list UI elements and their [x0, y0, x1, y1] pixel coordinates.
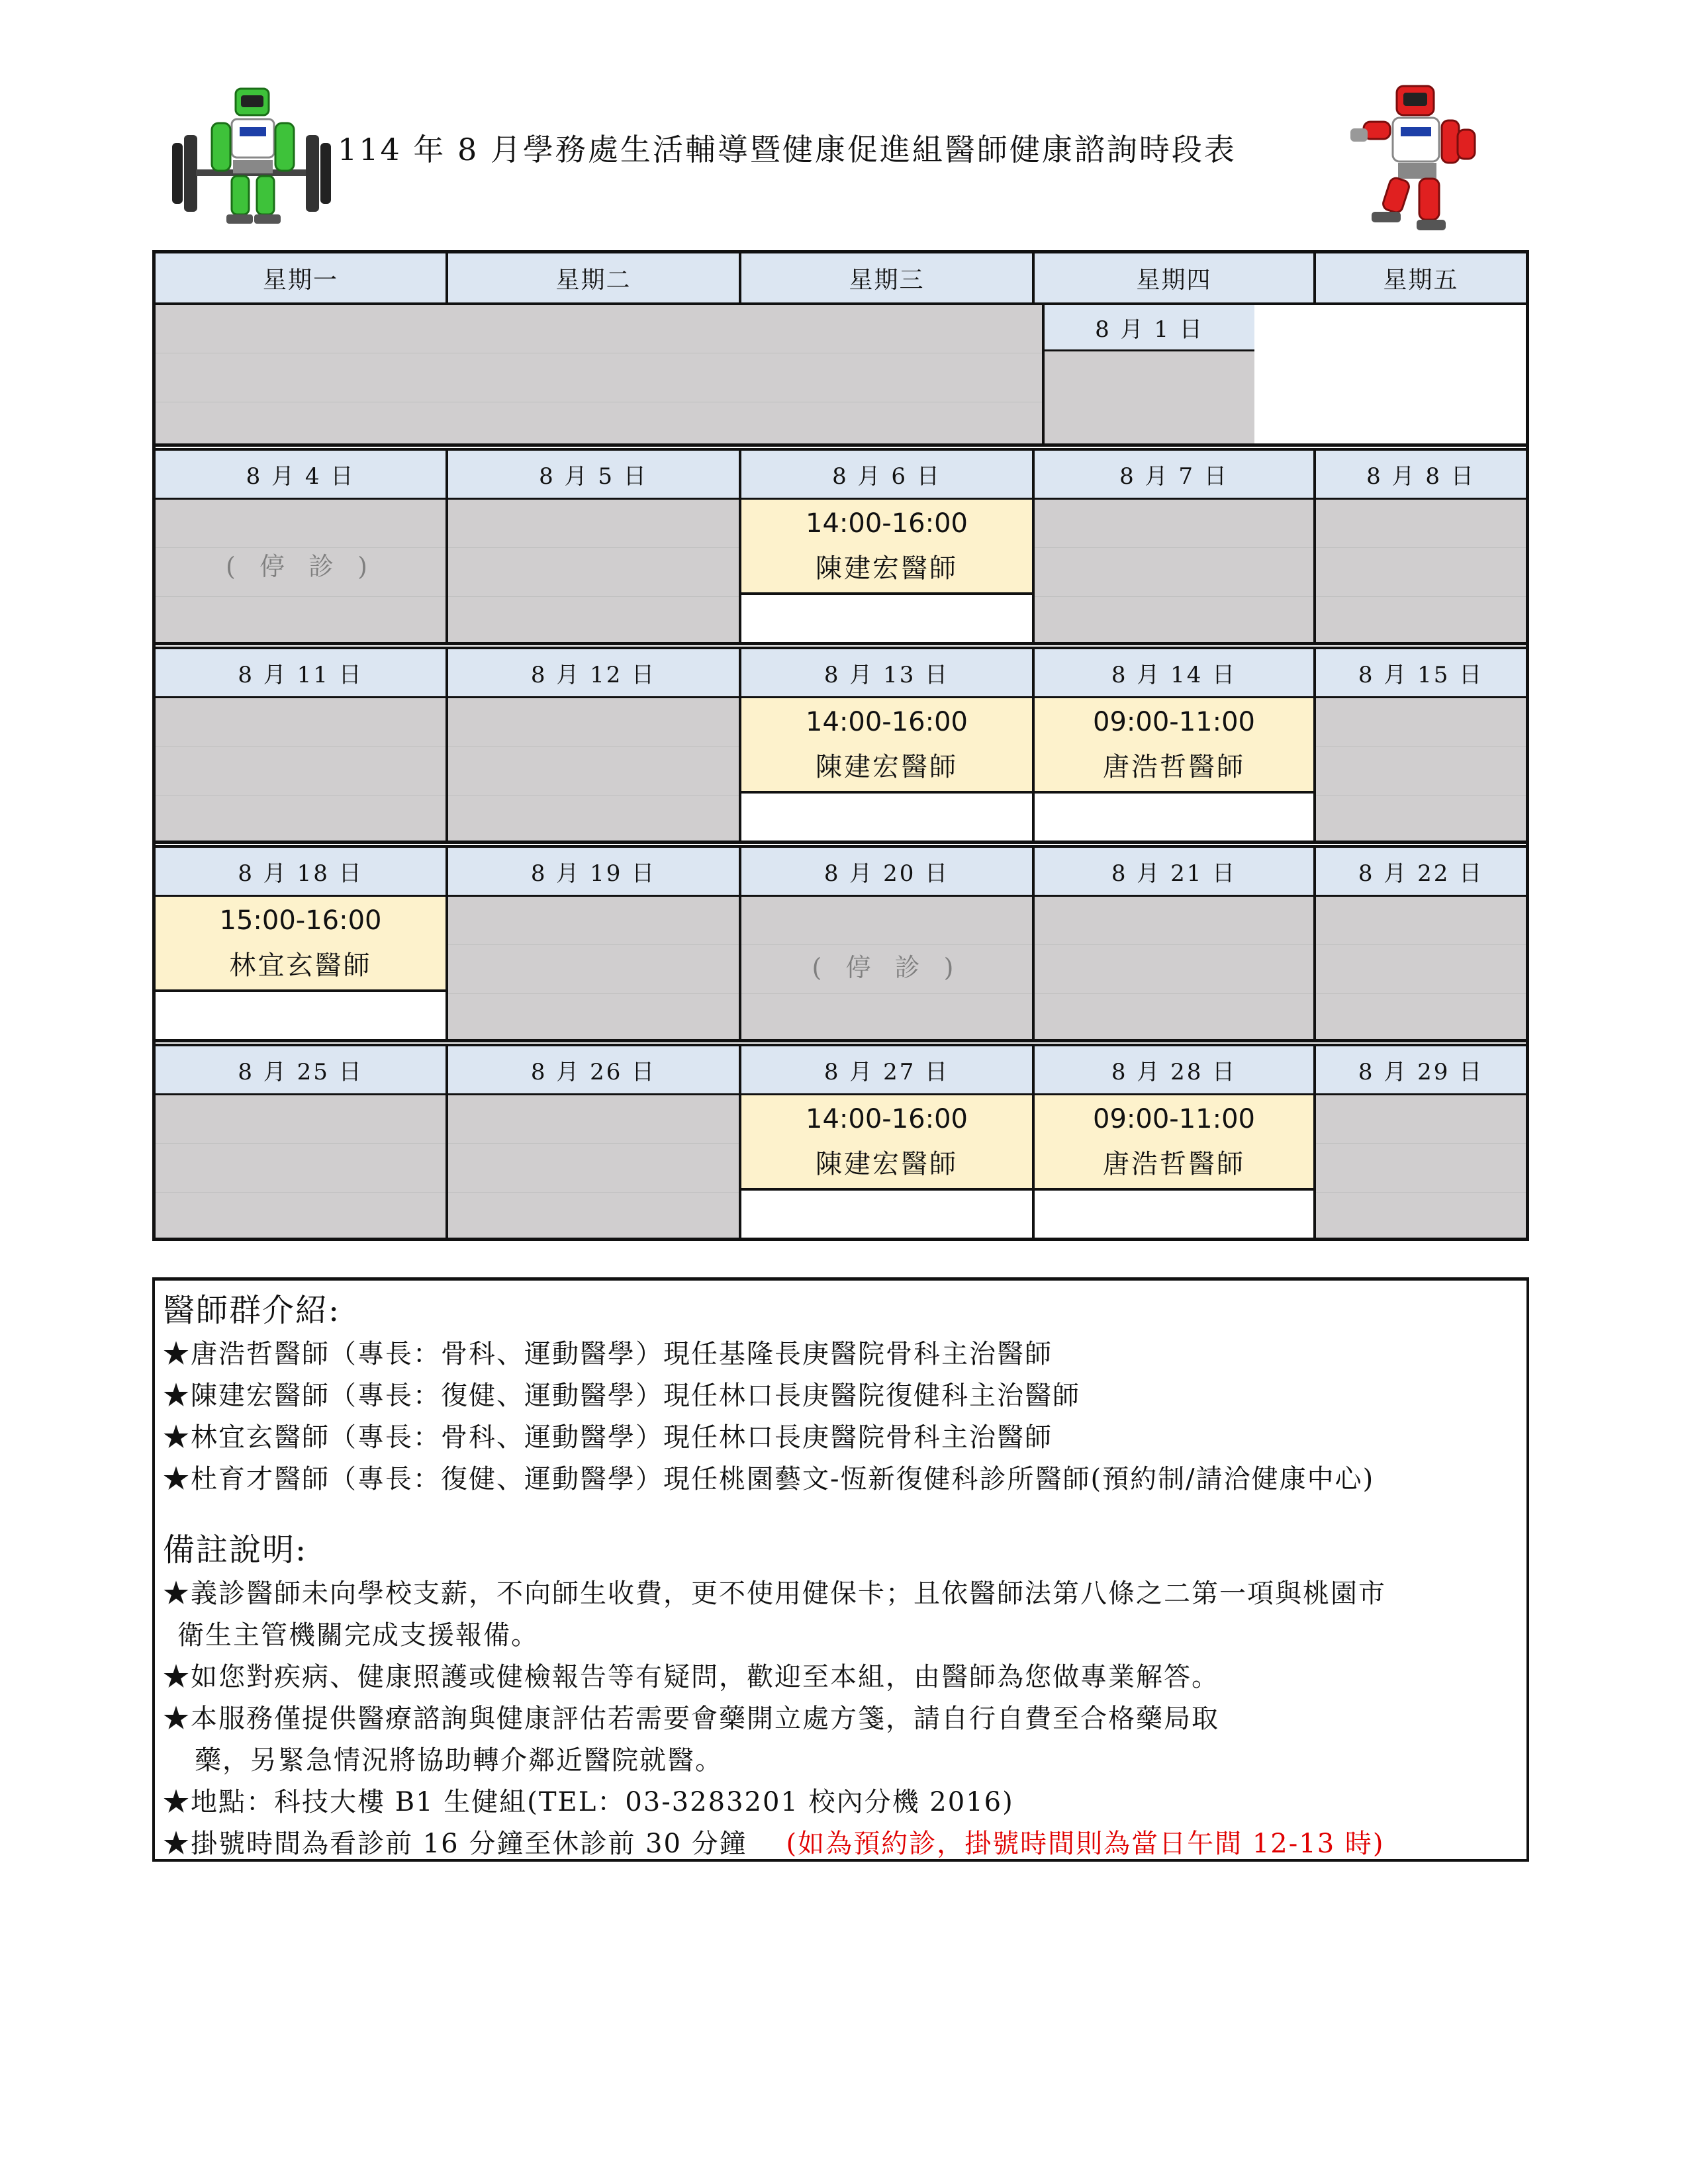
aug-21-body — [1035, 897, 1316, 1039]
week-3-date-row — [156, 649, 1526, 698]
page-title: 114 年 8 月學務處生活輔導暨健康促進組醫師健康諮詢時段表 — [338, 132, 1237, 167]
slot-time: 14:00-16:00 — [806, 1104, 968, 1134]
date-aug-29: 8 月 29 日 — [1316, 1046, 1526, 1093]
remark-item: ★如您對疾病、健康照護或健檢報告等有疑問，歡迎至本組，由醫師為您做專業解答。 — [163, 1662, 1219, 1692]
closed-label: ( 停 診 ) — [812, 953, 962, 982]
red-robot-runner-icon — [1337, 79, 1496, 238]
clinic-slot — [1035, 698, 1313, 794]
aug-6-body — [741, 500, 1035, 642]
registration-note-red: (如為預約診，掛號時間則為當日午間 12-13 時) — [786, 1829, 1385, 1859]
week-1-empty-days — [156, 305, 1045, 443]
date-aug-1: 8 月 1 日 — [1045, 305, 1254, 351]
remark-item-continued: 衛生主管機關完成支援報備。 — [177, 1620, 539, 1651]
date-aug-7: 8 月 7 日 — [1035, 451, 1316, 498]
date-aug-22: 8 月 22 日 — [1316, 848, 1526, 895]
slot-doctor: 唐浩哲醫師 — [1103, 752, 1245, 782]
aug-15-body — [1316, 698, 1526, 841]
week-1-fri-cell — [1045, 305, 1254, 443]
date-aug-28: 8 月 28 日 — [1035, 1046, 1316, 1093]
registration-text: ★掛號時間為看診前 16 分鐘至休診前 30 分鐘 — [163, 1829, 747, 1859]
date-aug-21: 8 月 21 日 — [1035, 848, 1316, 895]
date-aug-14: 8 月 14 日 — [1035, 649, 1316, 696]
clinic-slot — [741, 1095, 1032, 1191]
week-4-date-row — [156, 848, 1526, 897]
aug-26-body — [448, 1095, 741, 1238]
weekday-wed: 星期三 — [741, 253, 1035, 302]
weekday-tue: 星期二 — [448, 253, 741, 302]
aug-25-body — [156, 1095, 448, 1238]
slot-doctor: 陳建宏醫師 — [816, 752, 958, 782]
slot-blank — [1035, 1191, 1313, 1238]
slot-time: 14:00-16:00 — [806, 707, 968, 737]
week-4-body-row — [156, 897, 1526, 1042]
date-aug-5: 8 月 5 日 — [448, 451, 741, 498]
aug-4-body — [156, 500, 448, 642]
week-3-body-row — [156, 698, 1526, 844]
page-header — [152, 79, 1542, 245]
slot-doctor: 陳建宏醫師 — [816, 1149, 958, 1179]
week-1-row — [156, 305, 1526, 447]
remark-item: ★義診醫師未向學校支薪，不向師生收費，更不使用健保卡；且依醫師法第八條之二第一項與桃園市 — [163, 1578, 1386, 1609]
date-aug-8: 8 月 8 日 — [1316, 451, 1526, 498]
date-aug-27: 8 月 27 日 — [741, 1046, 1035, 1093]
closed-label: ( 停 診 ) — [226, 552, 375, 581]
doctor-intro-item: ★杜育才醫師（專長：復健、運動醫學）現任桃園藝文-恆新復健科診所醫師(預約制/請洽健康中心) — [163, 1464, 1375, 1494]
aug-5-body — [448, 500, 741, 642]
week-2-body-row — [156, 500, 1526, 645]
slot-doctor: 林宜玄醫師 — [229, 950, 372, 981]
slot-blank — [156, 992, 445, 1039]
aug-19-body — [448, 897, 741, 1039]
remark-registration — [163, 1823, 1520, 1865]
date-aug-18: 8 月 18 日 — [156, 848, 448, 895]
date-aug-6: 8 月 6 日 — [741, 451, 1035, 498]
aug-20-body — [741, 897, 1035, 1039]
week-2-date-row — [156, 451, 1526, 500]
clinic-slot — [1035, 1095, 1313, 1191]
aug-28-body — [1035, 1095, 1316, 1238]
slot-time: 15:00-16:00 — [219, 905, 382, 936]
remark-location: ★地點：科技大樓 B1 生健組(TEL：03-3283201 校內分機 2016) — [163, 1787, 1014, 1817]
remarks-heading: 備註說明: — [163, 1531, 308, 1569]
date-aug-11: 8 月 11 日 — [156, 649, 448, 696]
weekday-header-row — [156, 253, 1526, 305]
date-aug-12: 8 月 12 日 — [448, 649, 741, 696]
slot-doctor: 唐浩哲醫師 — [1103, 1149, 1245, 1179]
date-aug-15: 8 月 15 日 — [1316, 649, 1526, 696]
slot-blank — [1035, 794, 1313, 841]
week-5-date-row — [156, 1046, 1526, 1095]
aug-18-body — [156, 897, 448, 1039]
doctor-intro-item: ★唐浩哲醫師（專長：骨科、運動醫學）現任基隆長庚醫院骨科主治醫師 — [163, 1339, 1053, 1369]
aug-29-body — [1316, 1095, 1526, 1238]
slot-time: 09:00-11:00 — [1093, 1104, 1255, 1134]
remark-item: ★本服務僅提供醫療諮詢與健康評估若需要會藥開立處方箋，請自行自費至合格藥局取 — [163, 1704, 1219, 1734]
spacer — [163, 1500, 1520, 1527]
green-robot-weightlifter-icon — [172, 79, 331, 232]
aug-22-body — [1316, 897, 1526, 1039]
aug-1-body — [1045, 351, 1254, 443]
weekday-mon: 星期一 — [156, 253, 448, 302]
slot-blank — [741, 595, 1032, 642]
date-aug-13: 8 月 13 日 — [741, 649, 1035, 696]
doctors-heading: 醫師群介紹: — [163, 1292, 341, 1329]
aug-13-body — [741, 698, 1035, 841]
slot-blank — [741, 794, 1032, 841]
clinic-slot — [156, 897, 445, 992]
weekday-fri: 星期五 — [1316, 253, 1526, 302]
schedule-table — [152, 250, 1529, 1241]
date-aug-26: 8 月 26 日 — [448, 1046, 741, 1093]
date-aug-4: 8 月 4 日 — [156, 451, 448, 498]
date-aug-20: 8 月 20 日 — [741, 848, 1035, 895]
date-aug-19: 8 月 19 日 — [448, 848, 741, 895]
date-aug-25: 8 月 25 日 — [156, 1046, 448, 1093]
aug-11-body — [156, 698, 448, 841]
remark-item-continued: 藥，另緊急情況將協助轉介鄰近醫院就醫。 — [195, 1745, 723, 1776]
week-5-body-row — [156, 1095, 1526, 1241]
doctor-intro-item: ★陳建宏醫師（專長：復健、運動醫學）現任林口長庚醫院復健科主治醫師 — [163, 1381, 1080, 1411]
aug-14-body — [1035, 698, 1316, 841]
clinic-slot — [741, 500, 1032, 595]
doctor-intro-item: ★林宜玄醫師（專長：骨科、運動醫學）現任林口長庚醫院骨科主治醫師 — [163, 1422, 1053, 1453]
slot-time: 09:00-11:00 — [1093, 707, 1255, 737]
aug-27-body — [741, 1095, 1035, 1238]
aug-12-body — [448, 698, 741, 841]
aug-8-body — [1316, 500, 1526, 642]
notes-section — [152, 1277, 1529, 1862]
slot-doctor: 陳建宏醫師 — [816, 553, 958, 584]
slot-blank — [741, 1191, 1032, 1238]
clinic-slot — [741, 698, 1032, 794]
slot-time: 14:00-16:00 — [806, 508, 968, 539]
aug-7-body — [1035, 500, 1316, 642]
weekday-thu: 星期四 — [1035, 253, 1316, 302]
